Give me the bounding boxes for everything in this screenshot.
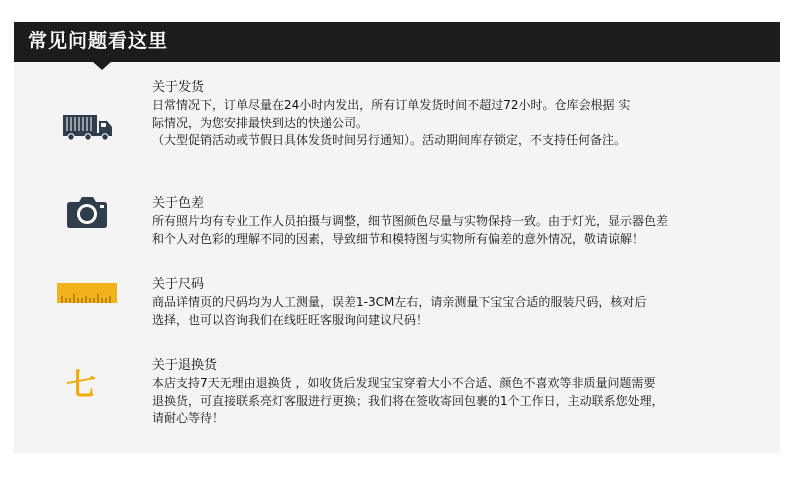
body-line: 所有照片均有专业工作人员拍摄与调整，细节图颜色尽量与实物保持一致。由于灯光，显示器色差 [152,214,669,228]
body-line: （大型促销活动或节假日具体发货时间另行通知）。活动期间库存锁定，不支持任何备注。 [152,133,627,147]
truck-icon [62,113,114,141]
camera-icon [66,195,108,229]
body-line: 本店支持7天无理由退换货 ，如收货后发现宝宝穿着大小不合适、颜色不喜欢等非质量问题需要 [152,376,656,390]
body-line: 请耐心等待！ [152,411,225,425]
section-body-size [152,294,752,329]
section-title-size: 关于尺码 [152,277,205,292]
body-line: 和个人对色彩的理解不同的因素，导致细节和模特图与实物所有偏差的意外情况，敬请谅解！ [152,231,645,246]
body-line: 日常情况下，订单尽量在24小时内发出，所有订单发货时间不超过72小时。仓库会根据 实 [152,98,631,112]
section-body-color [152,213,752,248]
section-title-returns: 关于退换货 [152,358,218,373]
body-line: 际情况，为您安排最快到达的快递公司。 [152,115,369,130]
section-body-returns [152,375,752,428]
body-line: 选择，也可以咨询我们在线旺旺客服询问建议尺码！ [152,312,429,327]
section-title-color: 关于色差 [152,196,205,211]
section-body-shipping [152,97,752,150]
body-line: 退换货，可直接联系亮灯客服进行更换；我们将在签收寄回包裹的1个工作日，主动联系您处理， [152,393,664,408]
body-line: 商品详情页的尺码均为人工测量，误差1-3CM左右，请亲测量下宝宝合适的服装尺码，核对后 [152,295,647,309]
ruler-icon [57,283,117,303]
section-title-shipping: 关于发货 [152,80,205,95]
page-title: 常见问题看这里 [28,30,169,52]
seven-icon: 七 [66,368,96,403]
